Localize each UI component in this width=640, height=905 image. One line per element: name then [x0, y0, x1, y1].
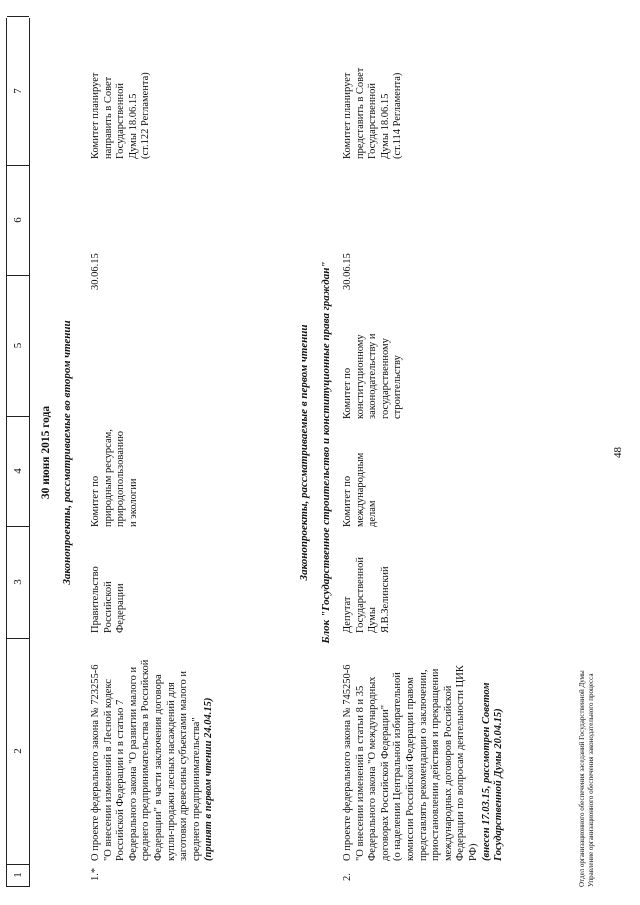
row2-plan-line: Комитет планирует — [342, 72, 353, 159]
row2-title-line: "О внесении изменений в статьи 8 и 35 — [354, 685, 366, 861]
row2-plan-line: представить в Совет — [354, 67, 366, 159]
row2-title — [342, 664, 506, 861]
section-heading-first-reading: Законопроекты, рассматриваемые в первом чтении — [298, 324, 310, 581]
column-header-1: 1 — [7, 864, 29, 887]
row1-title-line: Российской Федерации и в статью 7 — [115, 699, 127, 861]
row1-title-line: Федерального закона "О развитии малого и — [127, 666, 139, 861]
row2-plan-line: Думы 18.06.15 — [379, 93, 391, 159]
row1-committee-line: природным ресурсам, — [102, 429, 114, 527]
row2-committee-line: международным — [354, 452, 366, 527]
row2-title-line: договорах Российской Федерации" — [379, 704, 391, 861]
row2-detail-line: Федерации по вопросам деятельности ЦИК — [455, 665, 467, 861]
row2-committee-line: делам — [367, 500, 379, 527]
row1-title-line: среднего предпринимательства" — [190, 717, 202, 861]
row1-title-line: среднего предпринимательства в Российской — [140, 659, 152, 861]
row1-title — [90, 660, 216, 861]
row2-co-committee — [342, 333, 405, 419]
row2-detail-line: (о наделении Центральной избирательной — [392, 672, 404, 861]
footer-line: Управление организационного обеспечения законодательного процесса — [587, 673, 595, 887]
row1-plan — [90, 72, 153, 159]
row2-committee-line: Комитет по — [342, 475, 353, 527]
row1-author-line: Правительство — [90, 566, 101, 633]
column-header-7: 7 — [7, 16, 29, 166]
row1-title-line: "О внесении изменений в Лесной кодекс — [102, 679, 114, 861]
row1-committee-line: и экологии — [127, 478, 139, 527]
row1-title-line: О проекте федерального закона № 723255-6 — [90, 664, 101, 861]
row2-co-committee-line: строительству — [392, 355, 404, 419]
footer-line: Отдел организационного обеспечения заседаний Государственной Думы — [578, 670, 586, 887]
row1-title-line: Федерации" в части заключения договора — [152, 674, 164, 861]
row1-plan-line: Государственной — [115, 83, 127, 159]
row1-committee — [90, 429, 140, 527]
row2-detail-line: международных договоров Российской — [442, 685, 454, 861]
row1-note: (принят в первом чтении 24.04.15) — [203, 697, 215, 861]
row2-co-committee-line: конституционному — [354, 334, 366, 419]
row1-title-line: заготовки древесины субъектами малого и — [178, 670, 190, 861]
row2-author-line: Государственной — [354, 557, 366, 633]
column-header-4: 4 — [7, 416, 29, 527]
row2-detail-line: приостановлении действия и прекращении — [430, 668, 442, 861]
row1-author-line: Российской — [102, 581, 114, 633]
row1-plan-line: Комитет планирует — [90, 72, 101, 159]
row2-detail-line: комиссии Российской Федерации правом — [404, 677, 416, 861]
row1-plan-line: (ст.122 Регламента) — [140, 72, 152, 159]
date-heading: 30 июня 2015 года — [40, 405, 52, 500]
row2-detail-line: представлять рекомендации о заключении, — [417, 669, 429, 861]
row2-number: 2. — [342, 873, 353, 881]
column-header-5: 5 — [7, 275, 29, 417]
section-heading-second-reading: Законопроекты, рассматриваемые во втором чтении — [61, 320, 73, 585]
page-number: 48 — [612, 447, 624, 458]
row1-committee-line: Комитет по — [90, 475, 101, 527]
row2-note-line: (внесен 17.03.15, рассмотрен Советом — [480, 682, 492, 861]
row1-committee-line: природопользованию — [115, 431, 127, 527]
column-header-2: 2 — [7, 638, 29, 865]
row2-note-line: Государственной Думы 20.04.15) — [493, 708, 505, 861]
row2-detail-line: РФ) — [467, 843, 479, 861]
row2-title-line: О проекте федерального закона № 745250-6 — [342, 664, 353, 861]
row2-author-line: Депутат — [342, 596, 353, 633]
row2-plan — [342, 68, 405, 159]
row2-date: 30.06.15 — [342, 253, 353, 290]
row1-plan-line: Думы 18.06.15 — [127, 93, 139, 159]
row2-plan-line: Государственной — [367, 83, 379, 159]
column-header-3: 3 — [7, 526, 29, 639]
row2-plan-line: (ст.114 Регламента) — [392, 72, 404, 159]
row2-co-committee-line: Комитет по — [342, 367, 353, 419]
footer-note — [578, 670, 596, 887]
row1-author-line: Федерации — [115, 583, 127, 633]
column-header-row — [6, 18, 30, 887]
row2-author-line: Думы — [367, 607, 379, 633]
row1-title-line: купли-продажи лесных насаждений для — [165, 682, 177, 861]
row1-number: 1.* — [90, 867, 101, 881]
row2-author-line: Я.В.Зелинский — [379, 566, 391, 633]
row2-co-committee-line: законодательству и — [367, 333, 379, 419]
row1-date: 30.06.15 — [90, 253, 101, 290]
row1-plan-line: направить в Совет — [102, 76, 114, 159]
row2-author — [342, 557, 392, 633]
column-header-6: 6 — [7, 165, 29, 276]
row2-co-committee-line: государственному — [379, 338, 391, 419]
block-heading: Блок "Государственное строительство и конституционные права граждан" — [320, 261, 332, 644]
row2-title-line: Федерального закона "О международных — [367, 676, 379, 861]
row1-author — [90, 566, 128, 633]
row2-committee — [342, 453, 380, 527]
